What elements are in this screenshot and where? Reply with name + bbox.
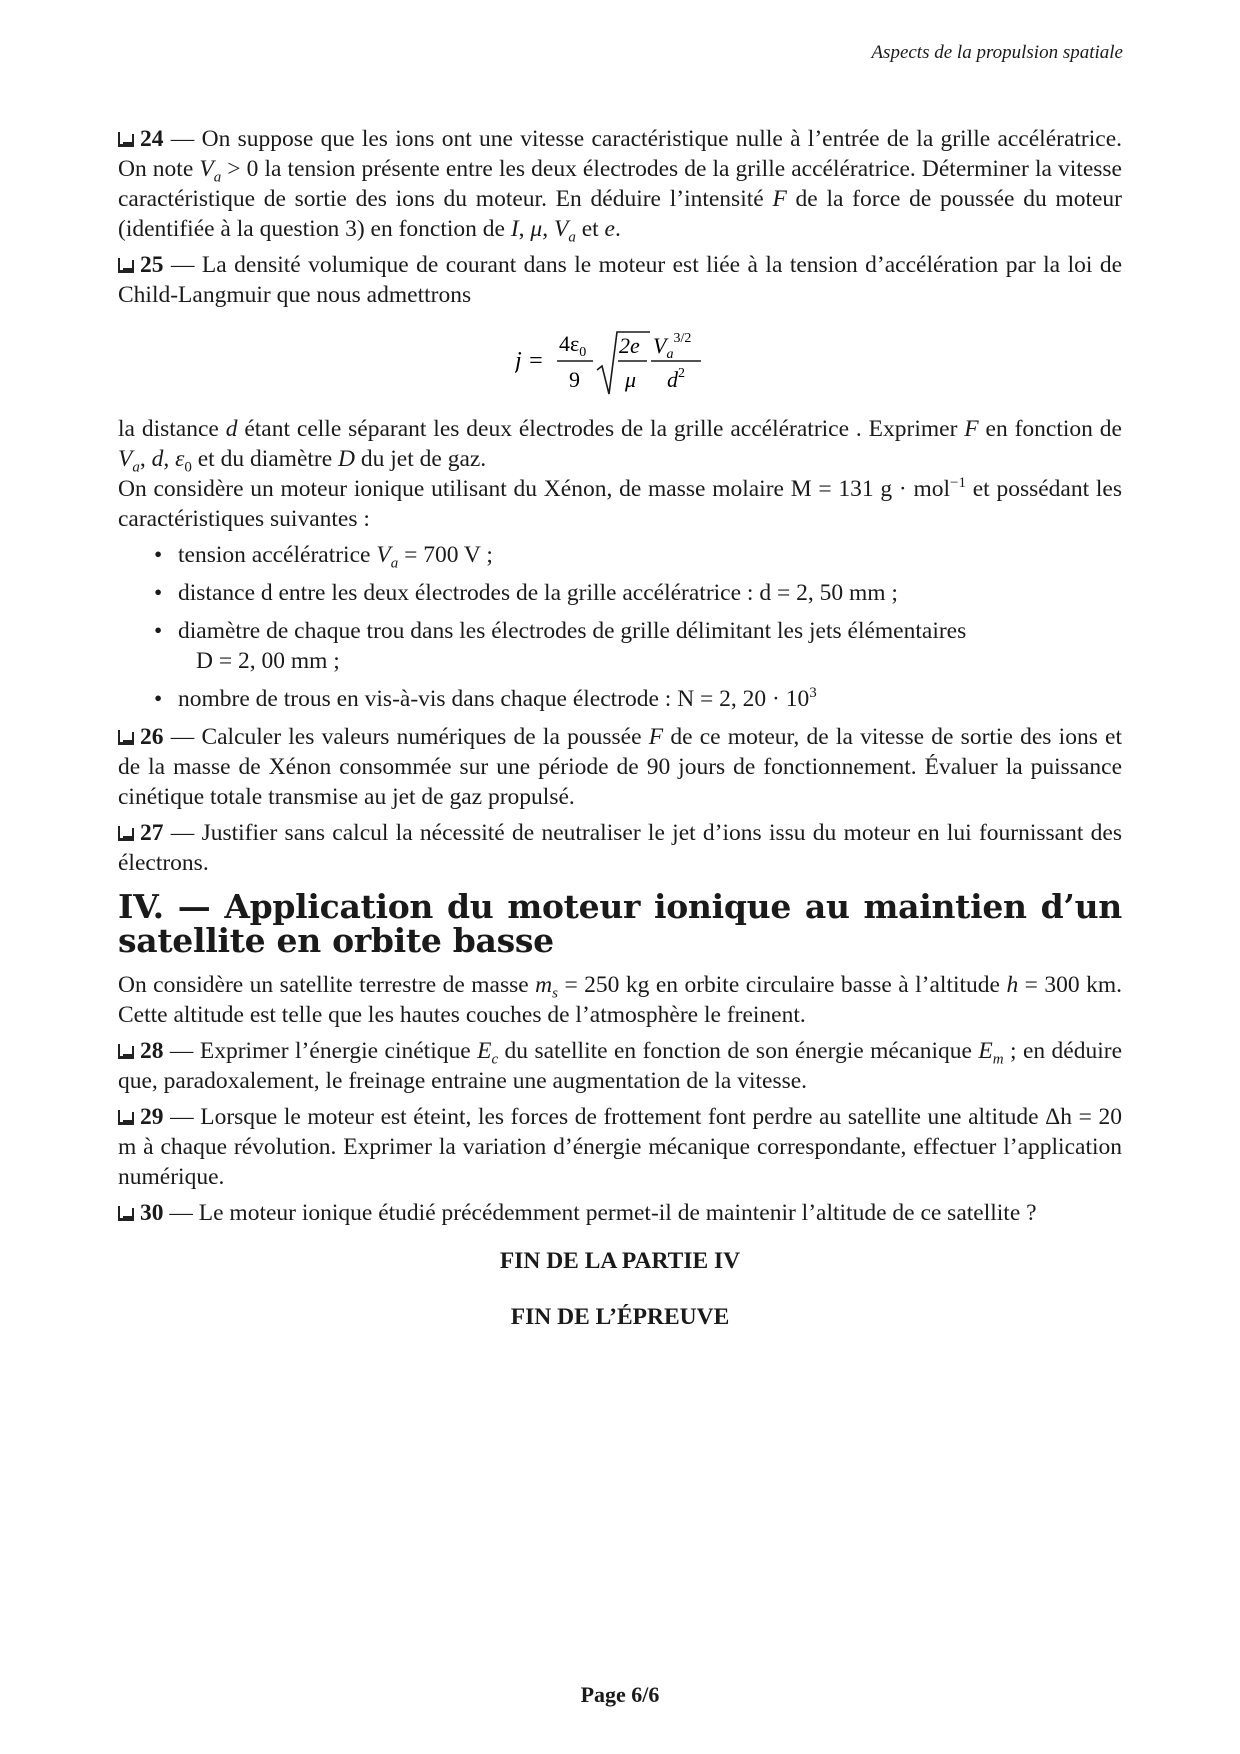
eq-frac2-num: $V_a^{3/2}$ [653, 331, 692, 362]
section-title: IV. — Application du moteur ionique au maintien d’un satellite en orbite basse [118, 887, 1122, 960]
question-25: 25 — La densité volumique de courant dans le moteur est liée à la tension d’accélération par la loi de Child-Langmuir que nous admettrons [118, 252, 1123, 308]
page-content [118, 124, 1122, 1332]
question-27: 27 — Justifier sans calcul la nécessité de neutraliser le jet d’ions issu du moteur en lui fournissant des électrons. [118, 820, 1122, 876]
checkbox-icon [118, 826, 134, 841]
list-item: • distance d entre les deux électrodes de la grille accélératrice : d = 2, 50 mm ; [154, 580, 898, 606]
list-item: • nombre de trous en vis-à-vis dans chaque électrode : N = 2, $20 \cdot 10^3$ [154, 685, 817, 712]
end-of-exam: FIN DE L’ÉPREUVE [510, 1304, 730, 1330]
checkbox-icon [118, 730, 134, 745]
section-intro: On considère un satellite terrestre de masse $m_s = 250$ kg en orbite circulaire basse à l’altitude h = 300 km. Cette altitude est telle que les hautes couches de l’atmosphère le freinent. [118, 972, 1122, 1028]
question-number: 25 [140, 252, 164, 278]
math-va-gt-0: $V_a$ [199, 156, 222, 186]
eq-frac2-den: $d^2$ [667, 366, 685, 392]
question-28: 28 — Exprimer l’énergie cinétique $E_c$ du satellite en fonction de son énergie mécanique $E_m$ ; en déduire que, paradoxalement, le freinage entraine une augmentation de la vitesse. [118, 1038, 1123, 1094]
q25-paragraph-2: la distance d étant celle séparant les deux électrodes de la grille accélératrice . Exprimer F en fonction de $V_a$, d, $\varepsilon_0$ et du diamètre D du jet de gaz. [118, 416, 1122, 476]
q25-paragraph-3: On considère un moteur ionique utilisant du Xénon, de masse molaire M = 131 g · mol$^{-1}$ et possédant les caractéristiques suivantes : [118, 475, 1122, 532]
question-30: 30 — Le moteur ionique étudié précédemment permet-il de maintenir l’altitude de ce satellite ? [118, 1198, 1122, 1228]
checkbox-icon [118, 1206, 134, 1221]
engine-characteristics-list [118, 540, 1122, 714]
end-of-part: FIN DE LA PARTIE IV [499, 1248, 741, 1274]
child-langmuir-equation [118, 324, 1122, 402]
checkbox-icon [118, 1110, 134, 1125]
question-26: 26 — Calculer les valeurs numériques de la poussée F de ce moteur, de la vitesse de sortie des ions et de la masse de Xénon consommée sur une période de 90 jours de fonctionnement. Évaluer la puissance cinétique totale transmise au jet de gaz propulsé. [118, 724, 1123, 810]
question-number: 24 [140, 126, 164, 152]
list-item: • diamètre de chaque trou dans les électrodes de grille délimitant les jets élémentaires D = 2, 00 mm ; [154, 618, 967, 674]
checkbox-icon [118, 1044, 134, 1059]
running-title: Aspects de la propulsion spatiale [871, 42, 1123, 63]
equation-figure [515, 324, 725, 402]
page-number: Page 6/6 [580, 1682, 660, 1707]
checkbox-icon [118, 132, 134, 147]
eq-sqrt-num: 2e [619, 333, 640, 358]
question-29: 29 — Lorsque le moteur est éteint, les forces de frottement font perdre au satellite une altitude Δh = 20 m à chaque révolution. Exprimer la variation d’énergie mécanique correspondante, effectuer l’application numérique. [118, 1104, 1122, 1190]
eq-frac1-den: 9 [569, 367, 580, 392]
list-item: • tension accélératrice $V_a = 700$ V ; [154, 542, 493, 572]
checkbox-icon [118, 258, 134, 273]
eq-lhs: j = [515, 348, 544, 374]
eq-frac1-num: $4\varepsilon_0$ [559, 331, 587, 360]
eq-sqrt-den: μ [625, 367, 637, 392]
question-24: 24 — On suppose que les ions ont une vitesse caractéristique nulle à l’entrée de la grille accélératrice. On note $V_a > 0$ la tension présente entre les deux électrodes de la grille accélératrice. Déterminer la vitesse caractéristique de sortie des ions du moteur. En déduire l’intensité F de la force de poussée du moteur (identifiée à la question 3) en fonction de I, μ, $V_a$ et e. [118, 126, 1123, 246]
